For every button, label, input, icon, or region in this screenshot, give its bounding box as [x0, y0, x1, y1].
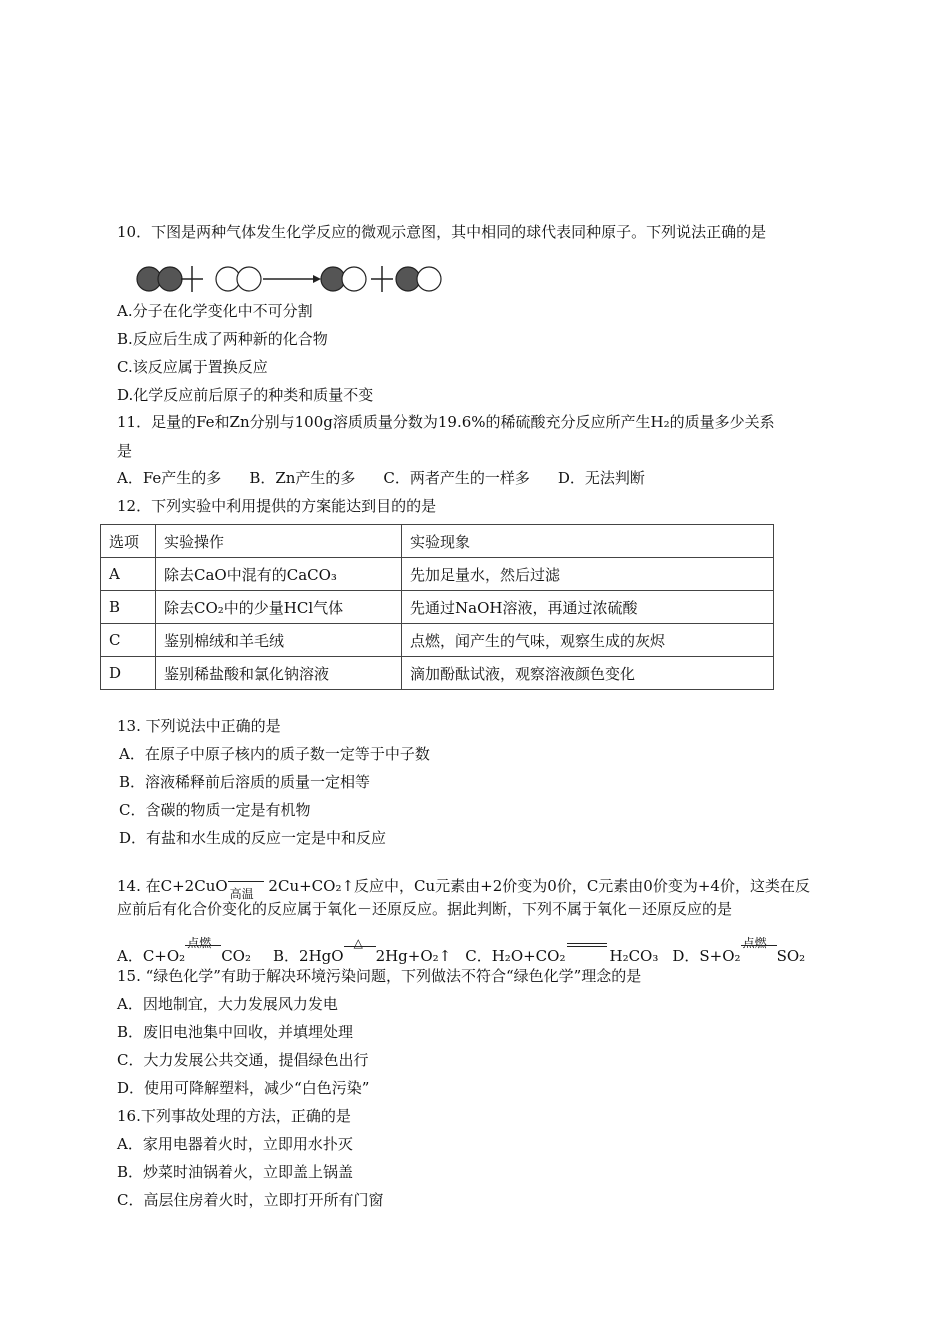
row-operation: 除去CaO中混有的CaCO₃ — [156, 558, 402, 591]
table-row — [101, 558, 774, 591]
q14-option-c-rhs: H₂CO₃ — [609, 947, 659, 965]
q14-stem — [117, 871, 810, 901]
q15-option-c: C．大力发展公共交通，提倡绿色出行 — [117, 1051, 369, 1069]
q10-option-d: D.化学反应前后原子的种类和质量不变 — [117, 386, 374, 404]
header-phenomenon: 实验现象 — [402, 525, 774, 558]
q14-option-a-condition: 点燃 — [187, 936, 212, 950]
q15-stem: 15. “绿色化学”有助于解决环境污染问题，下列做法不符合“绿色化学”理念的是 — [117, 967, 642, 985]
q15-option-b: B．废旧电池集中回收，并填埋处理 — [117, 1023, 354, 1041]
row-phenomenon: 点燃，闻产生的气味，观察生成的灰烬 — [402, 624, 774, 657]
q14-options — [117, 936, 806, 966]
plus-sign — [181, 266, 203, 292]
q14-stem-post: 2Cu+CO₂↑反应中，Cu元素由+2价变为0价，C元素由0价变为+4价，这类在反 — [263, 877, 810, 895]
q13-option-a: A．在原子中原子核内的质子数一定等于中子数 — [119, 745, 430, 763]
q13-option-c: C．含碳的物质一定是有机物 — [119, 801, 311, 819]
row-option: A — [101, 558, 156, 591]
q14-option-b-rhs: 2Hg+O₂↑ — [375, 947, 452, 965]
q14-stem-pre: 14. 在C+2CuO — [117, 877, 228, 895]
table-row — [101, 624, 774, 657]
table-row — [101, 591, 774, 624]
q15-option-a: A．因地制宜，大力发展风力发电 — [117, 995, 338, 1013]
row-option: C — [101, 624, 156, 657]
q12-options-table — [100, 524, 774, 690]
row-operation: 鉴别棉绒和羊毛绒 — [156, 624, 402, 657]
q11-stem: 11．足量的Fe和Zn分别与100g溶质质量分数为19.6%的稀硫酸充分反应所产生H₂的质量多少关系 — [117, 413, 775, 431]
row-phenomenon: 先加足量水，然后过滤 — [402, 558, 774, 591]
q16-stem: 16.下列事故处理的方法，正确的是 — [117, 1107, 351, 1125]
row-phenomenon: 滴加酚酞试液，观察溶液颜色变化 — [402, 657, 774, 690]
q11-option-d: D．无法判断 — [557, 469, 645, 487]
molecule-dark-light — [321, 267, 366, 291]
q10-option-c: C.该反应属于置换反应 — [117, 358, 268, 376]
header-operation: 实验操作 — [156, 525, 402, 558]
q11-option-c: C．两者产生的一样多 — [383, 469, 530, 487]
q14-option-c-lhs: C．H₂O+CO₂ — [465, 947, 566, 965]
row-option: B — [101, 591, 156, 624]
q10-option-a: A.分子在化学变化中不可分割 — [117, 302, 313, 320]
q14-option-b-lhs: B．2HgO — [273, 947, 344, 965]
q16-option-a: A．家用电器着火时，立即用水扑灭 — [117, 1135, 353, 1153]
molecule-dark-dark — [137, 267, 182, 291]
q14-option-a-lhs: A．C+O₂ — [117, 947, 186, 965]
row-option: D — [101, 657, 156, 690]
q16-option-b: B．炒菜时油锅着火，立即盖上锅盖 — [117, 1163, 354, 1181]
q11-option-b: B．Zn产生的多 — [249, 469, 356, 487]
q16-option-c: C．高层住房着火时，立即打开所有门窗 — [117, 1191, 384, 1209]
row-operation: 鉴别稀盐酸和氯化钠溶液 — [156, 657, 402, 690]
q10-option-b: B.反应后生成了两种新的化合物 — [117, 330, 328, 348]
q11-options — [117, 468, 645, 488]
table-header-row — [101, 525, 774, 558]
q10-stem: 10．下图是两种气体发生化学反应的微观示意图，其中相同的球代表同种原子。下列说法正确的是 — [117, 223, 767, 241]
q11-stem-cont: 是 — [117, 442, 133, 460]
q14-stem-cont: 应前后有化合价变化的反应属于氧化－还原反应。据此判断，下列不属于氧化－还原反应的是 — [117, 900, 733, 918]
q14-option-d-lhs: D．S+O₂ — [672, 947, 741, 965]
q13-stem: 13. 下列说法中正确的是 — [117, 717, 281, 735]
header-option: 选项 — [101, 525, 156, 558]
q14-condition-high-temp: 高温 — [229, 887, 254, 901]
q13-option-d: D．有盐和水生成的反应一定是中和反应 — [119, 829, 387, 847]
q14-option-d-rhs: SO₂ — [776, 947, 806, 965]
q14-option-d-condition: 点燃 — [742, 936, 767, 950]
row-operation: 除去CO₂中的少量HCl气体 — [156, 591, 402, 624]
molecule-light-light — [216, 267, 261, 291]
q11-option-a: A．Fe产生的多 — [117, 469, 222, 487]
molecule-dark-light — [396, 267, 441, 291]
table-row — [101, 657, 774, 690]
plus-sign — [371, 266, 393, 292]
reaction-diagram — [135, 262, 455, 296]
q13-option-b: B．溶液稀释前后溶质的质量一定相等 — [119, 773, 371, 791]
q14-option-a-rhs: CO₂ — [221, 947, 251, 965]
reaction-arrow — [263, 275, 321, 283]
row-phenomenon: 先通过NaOH溶液，再通过浓硫酸 — [402, 591, 774, 624]
q14-option-b-condition: △ — [353, 936, 363, 950]
q15-option-d: D．使用可降解塑料，减少“白色污染” — [117, 1079, 370, 1097]
q12-stem: 12．下列实验中利用提供的方案能达到目的的是 — [117, 497, 437, 515]
